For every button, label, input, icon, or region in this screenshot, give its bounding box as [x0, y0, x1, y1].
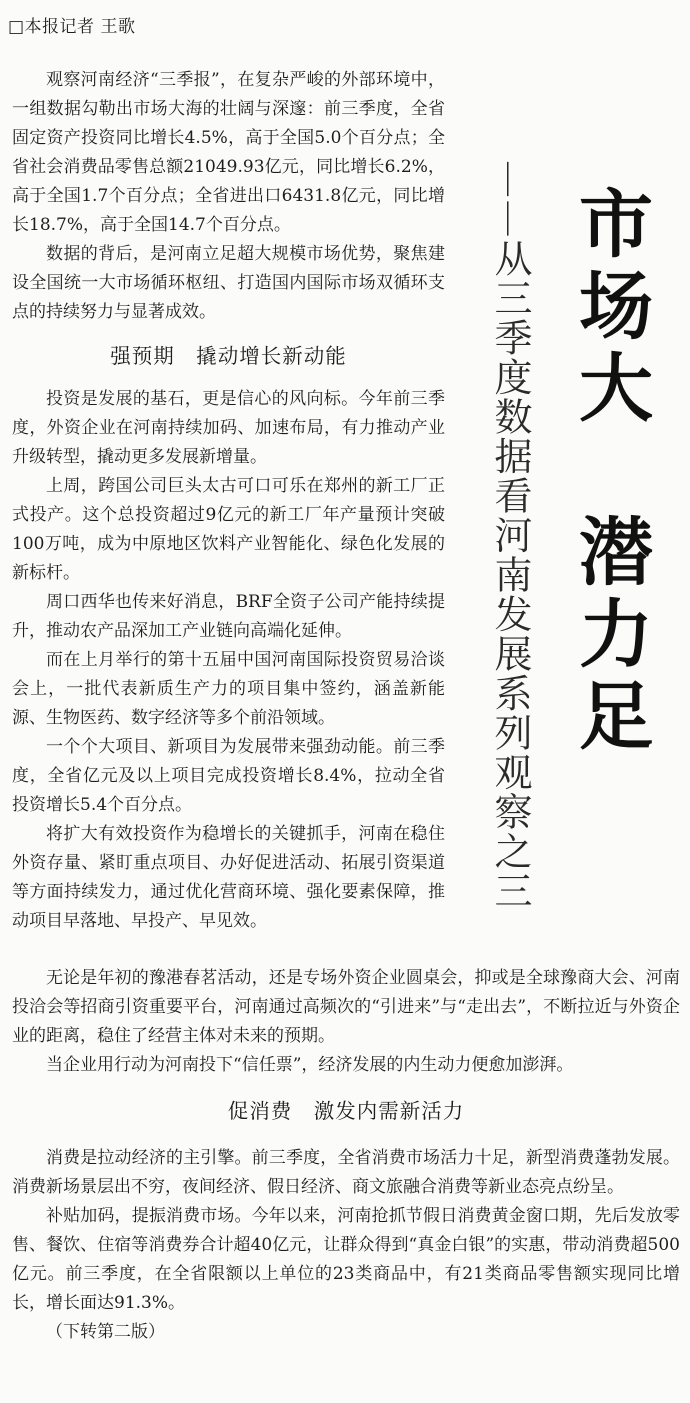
- body-paragraph: 一个个大项目、新项目为发展带来强劲动能。前三季度，全省亿元及以上项目完成投资增长8.4%，拉动全省投资增长5.4个百分点。: [12, 737, 445, 815]
- wide-column: [12, 964, 680, 1347]
- body-paragraph: 补贴加码，提振消费市场。今年以来，河南抢抓节假日消费黄金窗口期，先后发放零售、餐饮、住宿等消费券合计超40亿元，让群众得到“真金白银”的实惠，带动消费超500亿元。前三季度，在全省限额以上单位的23类商品中，有21类商品零售额实现同比增长，增长面达91.3%。: [12, 1206, 680, 1313]
- byline: □本报记者 王歌: [8, 17, 136, 37]
- intro-paragraph: 数据的背后，是河南立足超大规模市场优势，聚焦建设全国统一大市场循环枢纽、打造国内国际市场双循环支点的持续努力与显著成效。: [12, 244, 445, 322]
- main-headline: 市场大 潜力足: [567, 185, 653, 759]
- section-heading-investment: 强预期 撬动增长新动能: [110, 344, 347, 368]
- body-paragraph: 投资是发展的基石，更是信心的风向标。今年前三季度，外资企业在河南持续加码、加速布局，有力推动产业升级转型，撬动更多发展新增量。: [12, 389, 445, 467]
- body-paragraph: 而在上月举行的第十五届中国河南国际投资贸易洽谈会上，一批代表新质生产力的项目集中签约，涵盖新能源、生物医药、数字经济等多个前沿领域。: [12, 650, 445, 728]
- body-paragraph: 将扩大有效投资作为稳增长的关键抓手，河南在稳住外资存量、紧盯重点项目、办好促进活动、拓展引资渠道等方面持续发力，通过优化营商环境、强化要素保障，推动项目早落地、早投产、早见效。: [12, 824, 445, 931]
- body-paragraph: 周口西华也传来好消息，BRF全资子公司产能持续提升，推动农产品深加工产业链向高端化延伸。: [12, 592, 445, 641]
- subheadline: ——从三季度数据看河南发展系列观察之三: [488, 160, 532, 911]
- body-paragraph: 消费是拉动经济的主引擎。前三季度，全省消费市场活力十足，新型消费蓬勃发展。消费新场景层出不穷，夜间经济、假日经济、商文旅融合消费等新业态亮点纷呈。: [12, 1148, 680, 1197]
- body-paragraph: 当企业用行动为河南投下“信任票”，经济发展的内生动力便愈加澎湃。: [46, 1055, 574, 1075]
- body-paragraph: 上周，跨国公司巨头太古可口可乐在郑州的新工厂正式投产。这个总投资超过9亿元的新工厂年产量预计突破100万吨，成为中原地区饮料产业智能化、绿色化发展的新标杆。: [12, 476, 445, 583]
- headline-area: [470, 160, 685, 950]
- narrow-column: [12, 66, 445, 936]
- body-paragraph: 无论是年初的豫港春茗活动，还是专场外资企业圆桌会，抑或是全球豫商大会、河南投洽会等招商引资重要平台，河南通过高频次的“引进来”与“走出去”，不断拉近与外资企业的距离，稳住了经营主体对未来的预期。: [12, 968, 680, 1046]
- section-heading-consumption: 促消费 激发内需新活力: [227, 1099, 465, 1123]
- continued-note: （下转第二版）: [46, 1322, 165, 1342]
- intro-paragraph: 观察河南经济“三季报”，在复杂严峻的外部环境中，一组数据勾勒出市场大海的壮阔与深邃：前三季度，全省固定资产投资同比增长4.5%，高于全国5.0个百分点；全省社会消费品零售总额21049.93亿元，同比增长6.2%，高于全国1.7个百分点；全省进出口6431.8亿元，同比增长18.7%，高于全国14.7个百分点。: [12, 70, 445, 235]
